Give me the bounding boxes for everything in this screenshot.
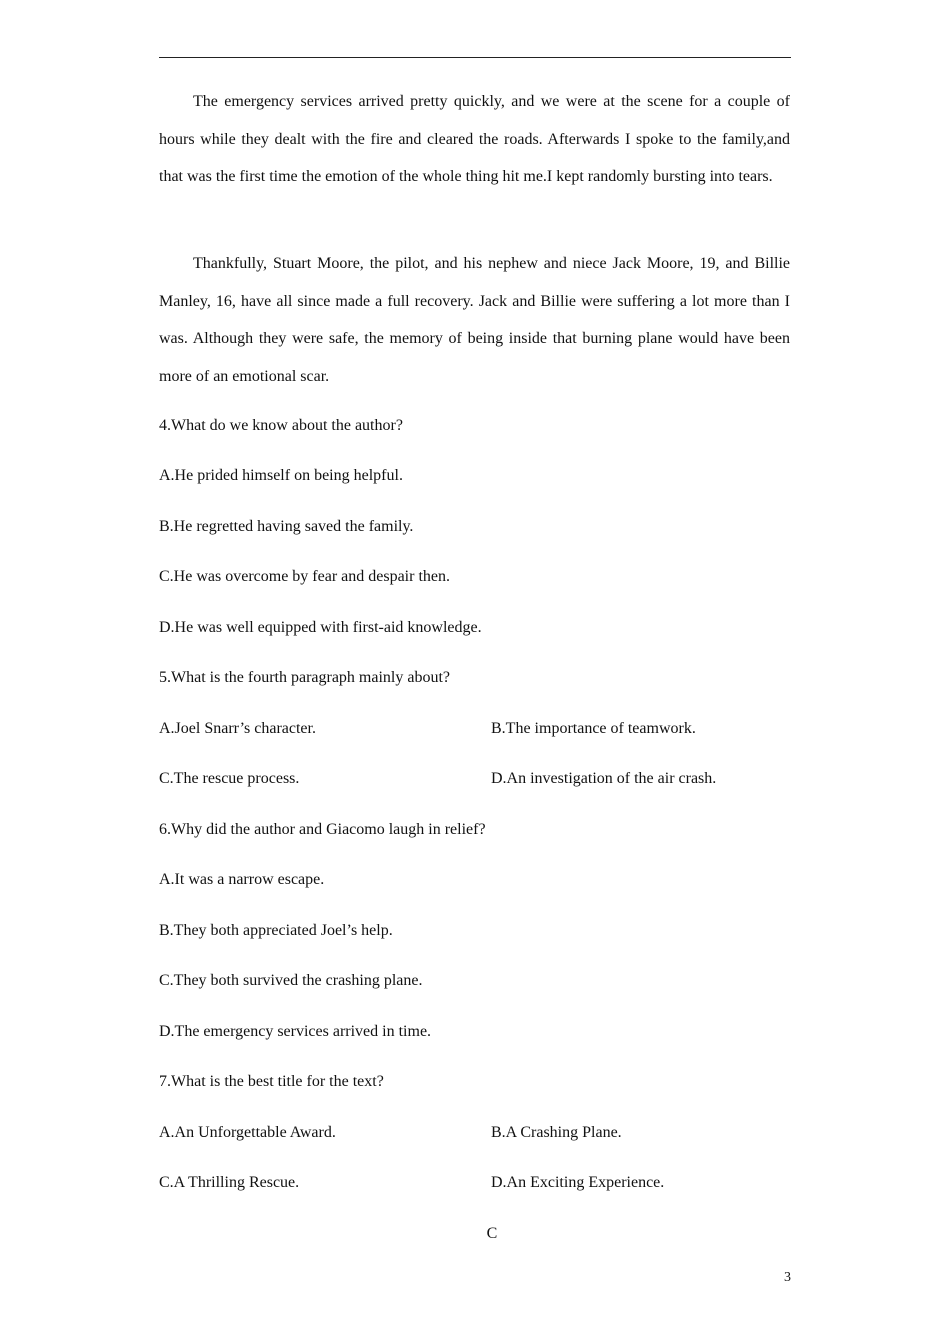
paragraph: Thankfully, Stuart Moore, the pilot, and his nephew and niece Jack Moore, 19, and Billie Manley, 16, have all since made a full recovery. Jack and Billie were suffering a lot more than I was. Although they were safe, the memory of being inside that burning plane would have been more of an emotional scar. (159, 255, 790, 385)
question-stem: 6.Why did the author and Giacomo laugh in relief? (159, 821, 486, 838)
question-stem: 7.What is the best title for the text? (159, 1073, 384, 1090)
answer-option: C.They both survived the crashing plane. (159, 972, 423, 989)
paragraph: The emergency services arrived pretty quickly, and we were at the scene for a couple of hours while they dealt with the fire and cleared the roads. Afterwards I spoke to the family,and that was the first time the emotion of the whole thing hit me.I kept randomly bursting into tears. (159, 93, 790, 185)
answer-option: D.He was well equipped with first-aid knowledge. (159, 619, 482, 636)
answer-option: A.Joel Snarr’s character. (159, 720, 316, 737)
section-label: C (486, 1225, 498, 1242)
header-rule (159, 57, 791, 58)
answer-option: D.The emergency services arrived in time. (159, 1023, 432, 1040)
answer-option: B.They both appreciated Joel’s help. (159, 922, 393, 939)
answer-option: C.He was overcome by fear and despair then. (159, 568, 450, 585)
answer-option: B.He regretted having saved the family. (159, 518, 414, 535)
question-stem: 5.What is the fourth paragraph mainly about? (159, 669, 451, 686)
answer-option: A.An Unforgettable Award. (159, 1124, 336, 1141)
answer-option: A.It was a narrow escape. (159, 871, 325, 888)
answer-option: D.An Exciting Experience. (491, 1174, 665, 1191)
answer-option: A.He prided himself on being helpful. (159, 467, 403, 484)
answer-option: B.The importance of teamwork. (491, 720, 696, 737)
question-stem: 4.What do we know about the author? (159, 417, 403, 434)
answer-option: D.An investigation of the air crash. (491, 770, 717, 787)
answer-option: B.A Crashing Plane. (491, 1124, 622, 1141)
page-number: 3 (784, 1270, 791, 1285)
answer-option: C.The rescue process. (159, 770, 300, 787)
answer-option: C.A Thrilling Rescue. (159, 1174, 300, 1191)
